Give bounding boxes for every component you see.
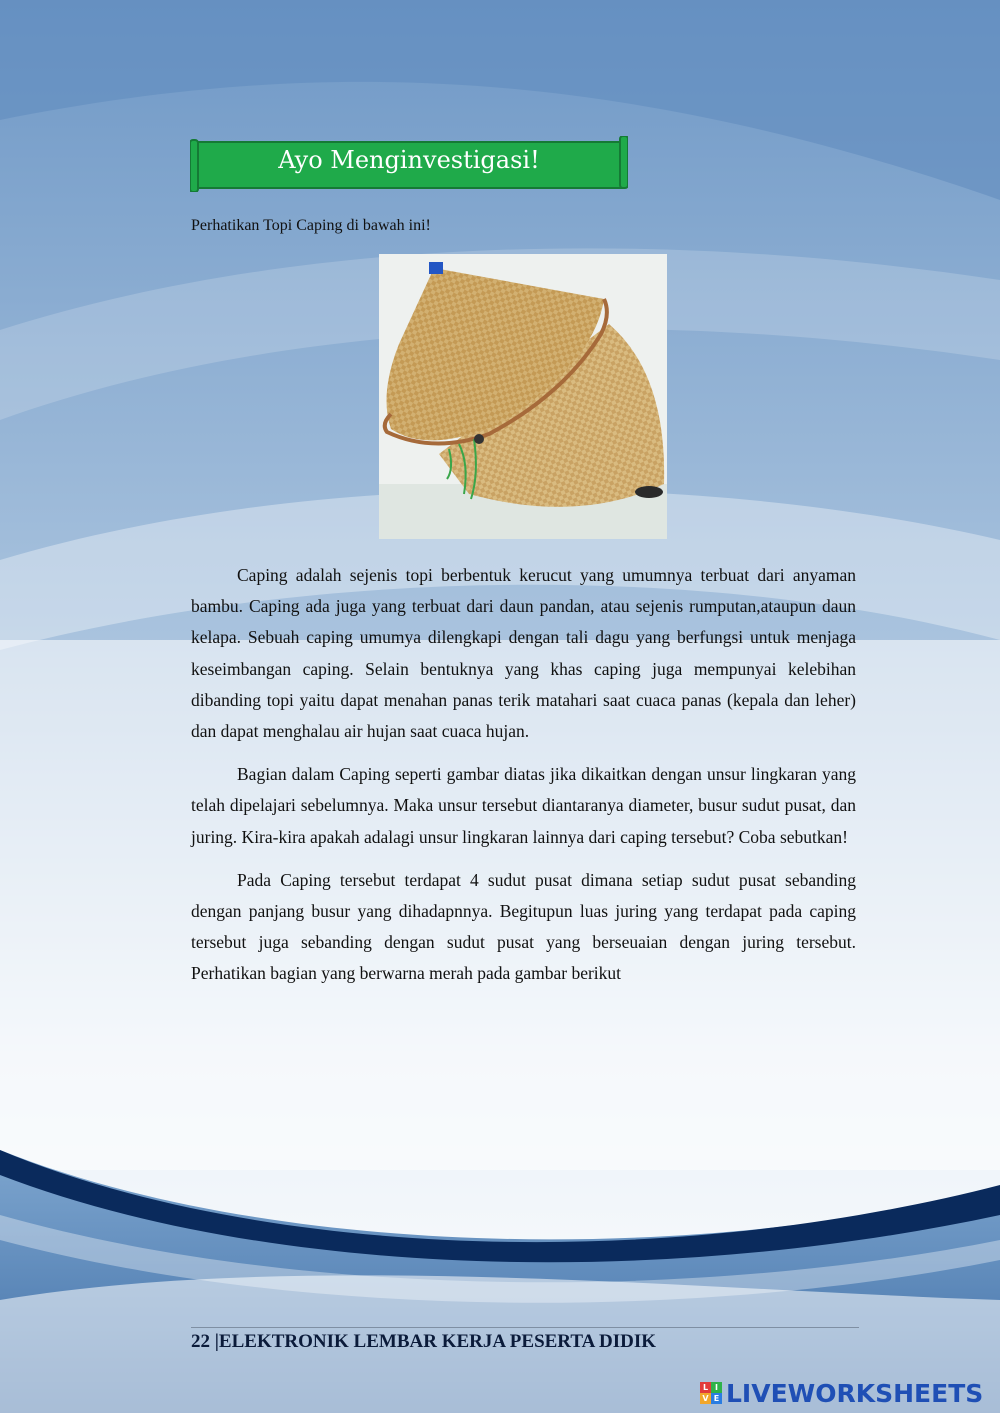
watermark-text: LIVEWORKSHEETS: [726, 1378, 984, 1408]
caping-hat-photo: [379, 254, 667, 539]
body-text: [191, 560, 856, 1002]
liveworksheets-watermark: [700, 1378, 983, 1408]
paragraph: Bagian dalam Caping seperti gambar diatas jika dikaitkan dengan unsur lingkaran yang telah dipelajari sebelumnya. Maka unsur tersebut diantaranya diameter, busur sudut pusat, dan juring. Kira-kira apakah adalagi unsur lingkaran lainnya dari caping tersebut? Coba sebutkan!: [191, 764, 856, 847]
banner-title: Ayo Menginvestigasi!: [278, 146, 540, 174]
footer-divider: [191, 1327, 859, 1328]
liveworksheets-logo-icon: L I V E: [700, 1382, 722, 1404]
intro-instruction: Perhatikan Topi Caping di bawah ini!: [191, 217, 431, 234]
paragraph: Caping adalah sejenis topi berbentuk kerucut yang umumnya terbuat dari anyaman bambu. Caping ada juga yang terbuat dari daun pandan, atau sejenis rumputan,ataupun daun kelapa. Sebuah caping umumya dilengkapi dengan tali dagu yang berfungsi untuk menjaga keseimbangan caping. Selain bentuknya yang khas caping juga mempunyai kelebihan dibanding topi yaitu dapat menahan panas terik matahari saat cuaca panas (kepala dan leher) dan dapat menghalau air hujan saat cuaca hujan.: [191, 565, 856, 742]
page-footer: 22 |ELEKTRONIK LEMBAR KERJA PESERTA DIDIK: [191, 1331, 657, 1352]
section-banner: [190, 136, 628, 192]
paragraph: Pada Caping tersebut terdapat 4 sudut pusat dimana setiap sudut pusat sebanding dengan panjang busur yang dihadapnnya. Begitupun luas juring yang terdapat pada caping tersebut juga sebanding dengan sudut pusat yang berseuaian dengan juring tersebut. Perhatikan bagian yang berwarna merah pada gambar berikut: [191, 869, 856, 984]
